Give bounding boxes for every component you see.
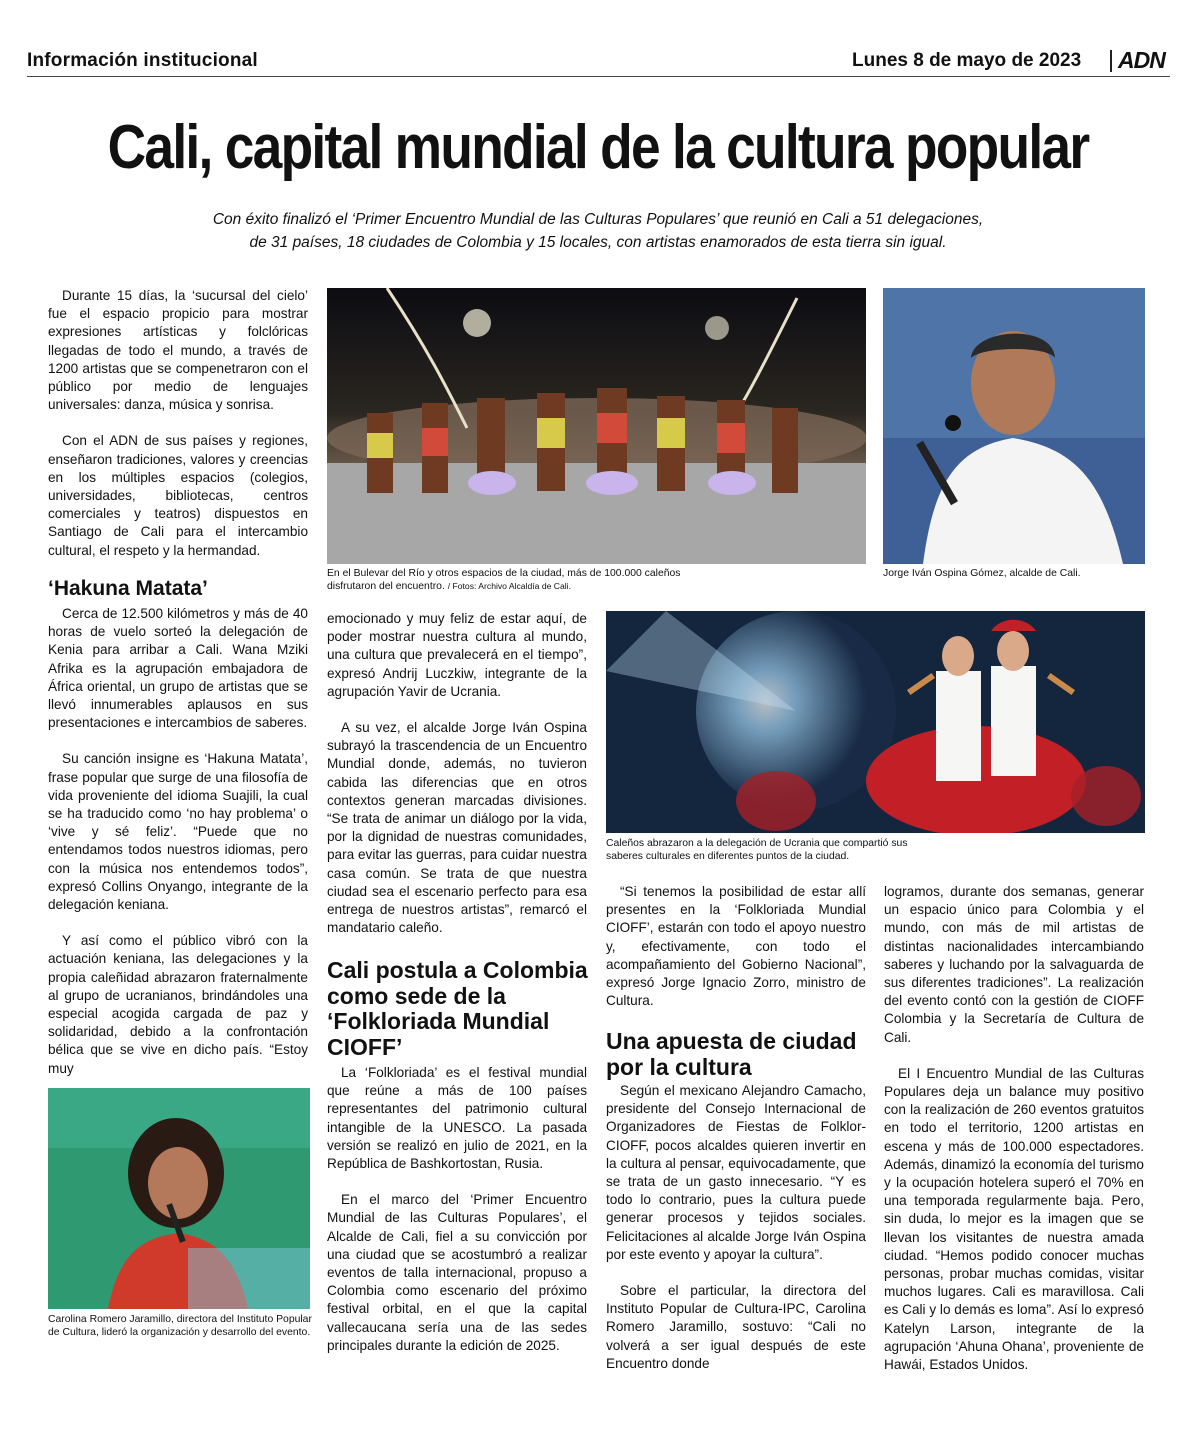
col1-paragraph-3: Cerca de 12.500 kilómetros y más de 40 horas de vuelo sorteó la delegación de Kenia para arribar a Cali. Wana Mziki Afrika es la agrupación embajadora de África oriental, un grupo de artistas que se llevó innumerables aplausos en sus presentaciones e intercambios de saberes. [48,606,308,731]
headline: Cali, capital mundial de la cultura popular [107,113,1089,182]
col1-paragraph-1: Durante 15 días, la ‘sucursal del cielo’ fue el espacio propicio para mostrar expresiones artísticas y folclóricas llegadas de todo el mundo, a través de 1200 artistas que se compenetraron con el público por medio de lenguajes universales: danza, música y sonrisa. [48,288,308,413]
adn-logo: ADN [1118,47,1165,73]
photo-kenya-delegation [327,288,866,564]
col2-paragraph-2: A su vez, el alcalde Jorge Iván Ospina subrayó la trascendencia de un Encuentro Mundial donde, además, no tuvieron cabida las diferencias que en otros contextos generan marcadas divisiones. “Se trata de animar un diálogo por la vida, por la dignidad de nuestras comunidades, para evitar las guerras, para cuidar nuestra casa común. Se trata de que nuestra ciudad sea el escenario perfecto para esa entrega de nuestros artistas”, remarcó el mandatario caleño. [327,720,587,936]
caption-kenya [327,567,727,593]
column-3-top [606,883,866,1010]
caption-kenya-text: En el Bulevar del Río y otros espacios de la ciudad, más de 100.000 caleños disfrutaron del encuentro. [327,568,681,592]
col3-paragraph-3: Sobre el particular, la directora del Instituto Popular de Cultura-IPC, Carolina Romero Jaramillo, sostuvo: “Cali no volverá a ser igual después de este Encuentro donde [606,1283,866,1371]
header-rule [27,76,1170,77]
subhead-hakuna-matata: ‘Hakuna Matata’ [48,577,208,600]
col2-paragraph-1: emocionado y muy feliz de estar aquí, de poder mostrar nuestra cultura al mundo, una cultura que prevalecerá en el tiempo”, expresó Andrij Luczkiw, integrante de la agrupación Yavir de Ucrania. [327,611,587,699]
column-2-top [327,610,587,937]
deck-line-1: Con éxito finalizó el ‘Primer Encuentro Mundial de las Culturas Populares’ que reunió en Cali a 51 delegaciones, [212,211,984,228]
photo-carolina-romero [48,1088,310,1309]
deck [170,208,1026,254]
column-1-top [48,287,308,560]
photo-credit: / Fotos: Archivo Alcaldía de Cali. [447,581,571,591]
col2-paragraph-3: La ‘Folkloriada’ es el festival mundial que reúne a más de 100 países representantes del patrimonio cultural intangible de la UNESCO. La pasada versión se realizó en julio de 2021, en la República de Bashkortostan, Rusia. [327,1065,587,1172]
section-label: Información institucional [27,50,258,71]
photo-mayor [883,288,1145,564]
caption-ukraine: Caleños abrazaron a la delegación de Ucrania que compartió sus saberes culturales en diferentes puntos de la ciudad. [606,838,908,862]
column-2-bottom [327,1064,587,1355]
col3-paragraph-1: “Si tenemos la posibilidad de estar allí presentes en la ‘Folkloriada Mundial CIOFF’, estarán con todo el apoyo nuestro y, efectivamente, con todo el acompañamiento del Gobierno Nacional”, expresó Jorge Ignacio Zorro, ministro de Cultura. [606,884,866,1009]
photo-ukraine-delegation [606,611,1145,833]
col1-paragraph-2: Con el ADN de sus países y regiones, enseñaron tradiciones, valores y creencias en los múltiples espacios (colegios, universidades, bibliotecas, centros comerciales y teatros) dispuestos en Santiago de Cali para el intercambio cultural, el respeto y la hermandad. [48,433,308,558]
col4-paragraph-2: El I Encuentro Mundial de las Culturas Populares deja un balance muy positivo con la realización de 260 eventos gratuitos en todo el territorio, 1200 artistas en escena y más de 100.000 espectadores. Además, dinamizó la economía del turismo y la ocupación hotelera superó el 70% en una temporada regularmente baja. Pero, sin duda, lo mejor es la imagen que se llevan los visitantes de nuestra amada ciudad. “Hemos podido conocer muchas personas, probar muchas comidas, visitar muchos lugares. Cali es maravillosa. Cali es Cali y lo demás es loma”. Así lo expresó Katelyn Larson, integrante de la agrupación ‘Ahuna Ohana’, proveniente de Hawái, Estados Unidos. [884,1065,1144,1373]
column-1-bottom [48,605,308,1078]
subhead-folkloriada: Cali postula a Colombia como sede de la ‘Folkloriada Mundial CIOFF’ [327,957,588,1060]
col4-paragraph-1: logramos, durante dos semanas, generar un espacio único para Colombia y el mundo, con más de mil artistas de distintas nacionalidades intercambiando saberes y luchando por la salvaguarda de sus diferentes tradiciones”. La realización del evento contó con la gestión de CIOFF Colombia y la Secretaría de Cultura de Cali. [884,884,1144,1045]
caption-carolina: Carolina Romero Jaramillo, directora del Instituto Popular de Cultura, lideró la organización y desarrollo del evento. [48,1314,312,1338]
col2-paragraph-4: En el marco del ‘Primer Encuentro Mundial de las Culturas Populares’, el Alcalde de Cali, fiel a su convicción por una ciudad que se acostumbró a realizar eventos de talla internacional, propuso a Colombia como escenario del próximo festival orbital, en el que la capital vallecaucana sería una de las sedes principales durante la edición de 2025. [327,1192,587,1353]
caption-mayor: Jorge Iván Ospina Gómez, alcalde de Cali. [883,568,1081,579]
col3-paragraph-2: Según el mexicano Alejandro Camacho, presidente del Consejo Internacional de Organizadores de Fiestas de Folklor-CIOFF, pocos alcaldes quieren invertir en la cultura al pensar, equivocadamente, que se trata de un gasto innecesario. “Y es todo lo contrario, pues la cultura puede generar procesos y tejidos sociales. Felicitaciones al alcalde Jorge Iván Ospina por este evento y apoyar la cultura”. [606,1083,866,1262]
deck-line-2: de 31 países, 18 ciudades de Colombia y 15 locales, con artistas enamorados de esta tierra sin igual. [249,234,947,251]
col1-paragraph-5: Y así como el público vibró con la actuación keniana, las delegaciones y la propia caleñidad abrazaron fraternalmente al grupo de ucranianos, brindándoles una especial acogida cargada de paz y solidaridad, debido a la confrontación bélica que se vive en dicho país. “Estoy muy [48,933,308,1076]
column-3-bottom [606,1082,866,1373]
subhead-apuesta-ciudad: Una apuesta de ciudad por la cultura [606,1028,857,1080]
header-separator [1110,50,1112,72]
column-4 [884,883,1144,1374]
issue-date: Lunes 8 de mayo de 2023 [852,50,1082,71]
col1-paragraph-4: Su canción insigne es ‘Hakuna Matata’, frase popular que surge de una filosofía de vida proveniente del idioma Suajili, la cual se ha traducido como ‘no hay problema’ o ‘vive y sé feliz’. “Puede que no entendamos todos nuestros idiomas, pero con la música nos entendemos todos”, expresó Collins Onyango, integrante de la delegación keniana. [48,751,308,913]
